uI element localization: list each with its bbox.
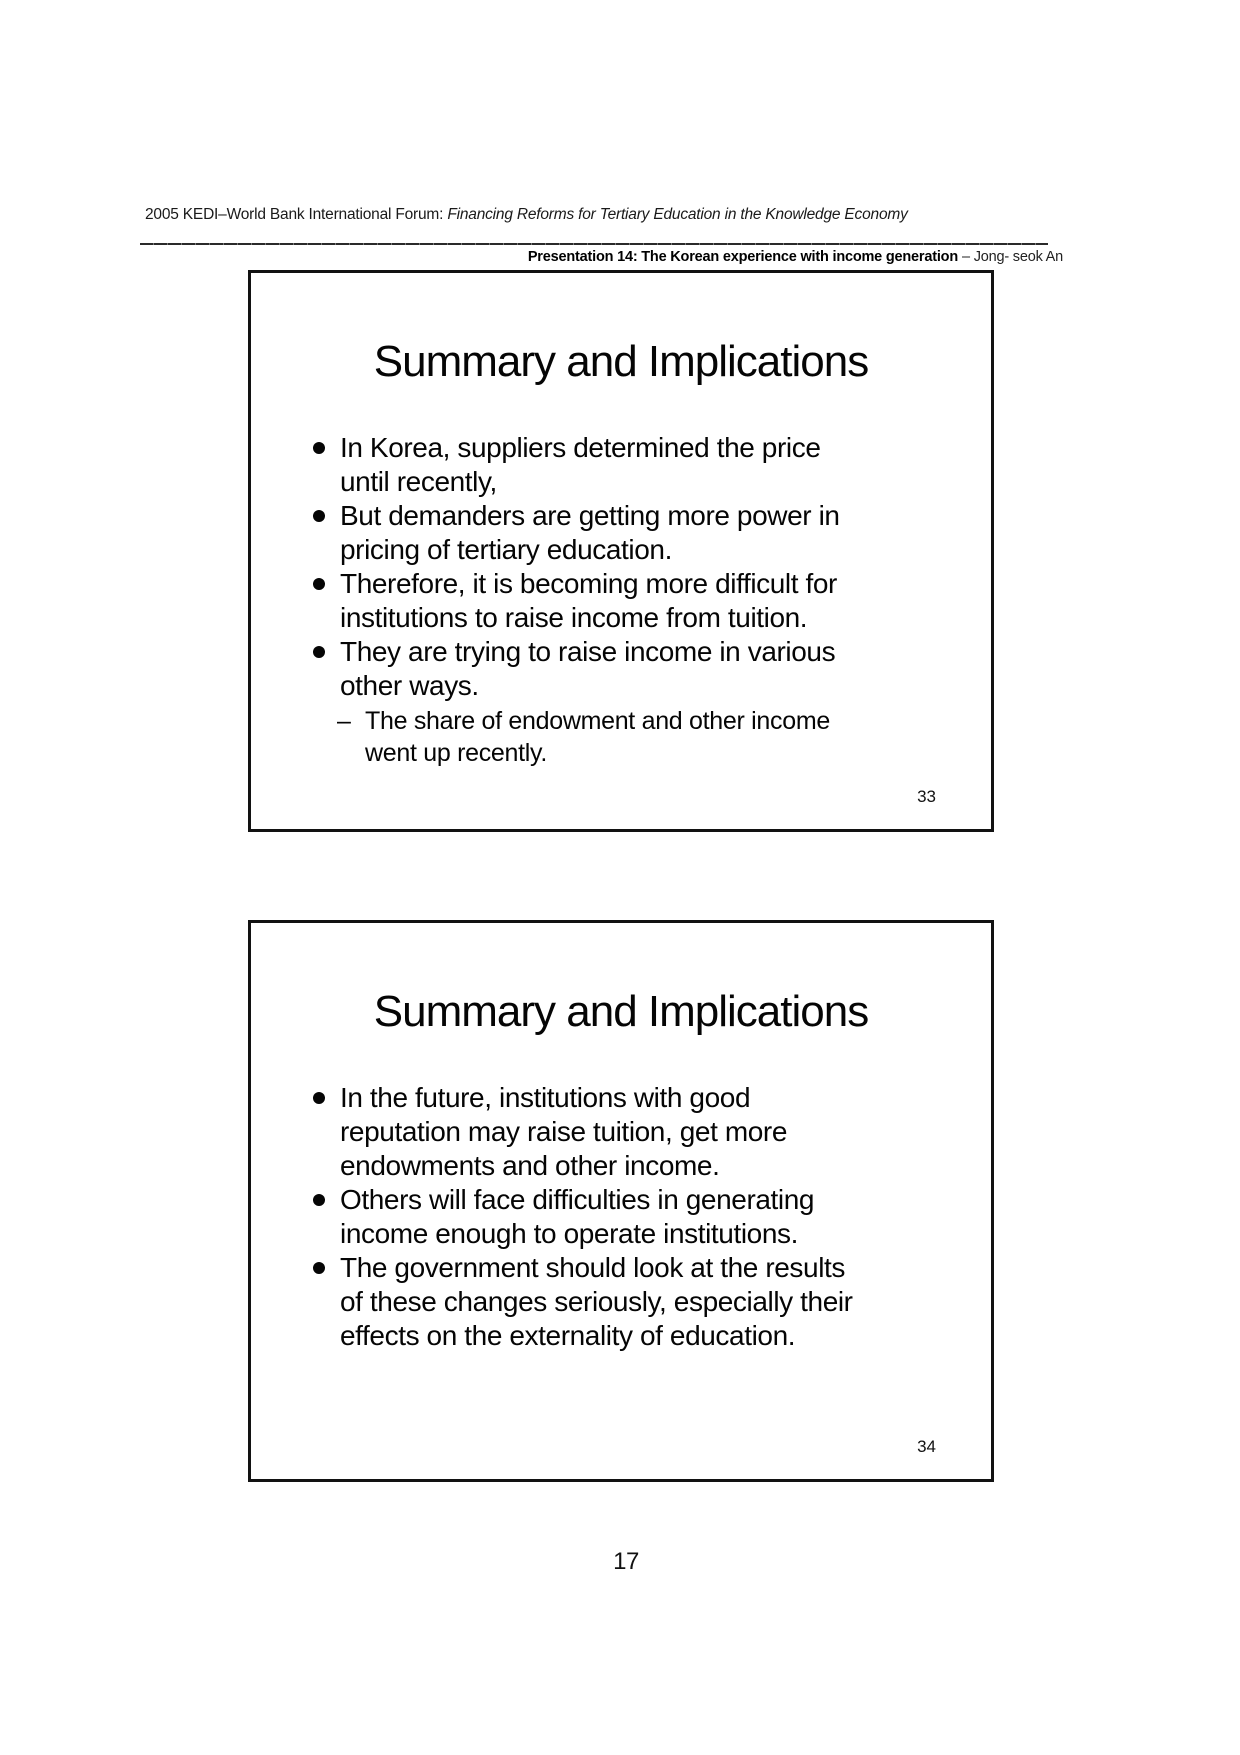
bullet-line: of these changes seriously, especially their bbox=[340, 1286, 853, 1317]
bullet-line: other ways. bbox=[340, 670, 479, 701]
header-divider-rule bbox=[140, 243, 1048, 245]
bullet-line: went up recently. bbox=[365, 739, 548, 767]
bullet-line: endowments and other income. bbox=[340, 1150, 720, 1181]
bullet-line: The government should look at the results bbox=[340, 1252, 846, 1283]
bullet-icon bbox=[313, 510, 325, 522]
bullet-line: Others will face difficulties in generating bbox=[340, 1184, 815, 1215]
bullet-item bbox=[340, 635, 955, 703]
slide-title: Summary and Implications bbox=[373, 987, 869, 1036]
presentation-author: – Jong- seok An bbox=[962, 249, 1063, 265]
bullet-line: In Korea, suppliers determined the price bbox=[340, 432, 821, 463]
footer-page-number: 17 bbox=[613, 1548, 639, 1575]
bullet-item bbox=[340, 431, 955, 499]
header-presentation-line bbox=[300, 249, 1063, 265]
bullet-line: But demanders are getting more power in bbox=[340, 500, 840, 531]
bullet-line: Therefore, it is becoming more difficult for bbox=[340, 568, 837, 599]
bullet-icon bbox=[313, 442, 325, 454]
bullet-item bbox=[340, 1183, 955, 1251]
presentation-label: Presentation 14: The Korean experience with income generation bbox=[527, 249, 958, 265]
bullet-line: effects on the externality of education. bbox=[340, 1320, 796, 1351]
slide-page-number: 33 bbox=[917, 787, 936, 806]
header-forum-line bbox=[145, 206, 908, 224]
bullet-line: They are trying to raise income in various bbox=[340, 636, 836, 667]
bullet-icon bbox=[313, 1262, 325, 1274]
bullet-list bbox=[251, 1081, 991, 1353]
bullet-line: In the future, institutions with good bbox=[340, 1082, 751, 1113]
sub-bullet-item bbox=[337, 705, 955, 769]
bullet-item bbox=[340, 499, 955, 567]
bullet-icon bbox=[313, 646, 325, 658]
slide-34 bbox=[248, 920, 994, 1482]
bullet-item bbox=[340, 1251, 955, 1353]
bullet-item bbox=[340, 1081, 955, 1183]
bullet-line: until recently, bbox=[340, 466, 497, 497]
header-forum-title: Financing Reforms for Tertiary Education in the Knowledge Economy bbox=[447, 206, 908, 223]
slide-33 bbox=[248, 270, 994, 832]
bullet-icon bbox=[313, 1194, 325, 1206]
bullet-icon bbox=[313, 578, 325, 590]
bullet-line: reputation may raise tuition, get more bbox=[340, 1116, 788, 1147]
slide-page-number: 34 bbox=[917, 1437, 936, 1456]
bullet-line: The share of endowment and other income bbox=[365, 707, 830, 735]
header-forum-prefix: 2005 KEDI–World Bank International Forum: bbox=[145, 206, 448, 223]
dash-bullet-icon: – bbox=[337, 707, 351, 735]
bullet-icon bbox=[313, 1092, 325, 1104]
bullet-line: pricing of tertiary education. bbox=[340, 534, 672, 565]
bullet-line: institutions to raise income from tuition. bbox=[340, 602, 808, 633]
slide-title: Summary and Implications bbox=[373, 337, 869, 386]
bullet-item bbox=[340, 567, 955, 635]
bullet-list bbox=[251, 431, 991, 769]
bullet-line: income enough to operate institutions. bbox=[340, 1218, 798, 1249]
